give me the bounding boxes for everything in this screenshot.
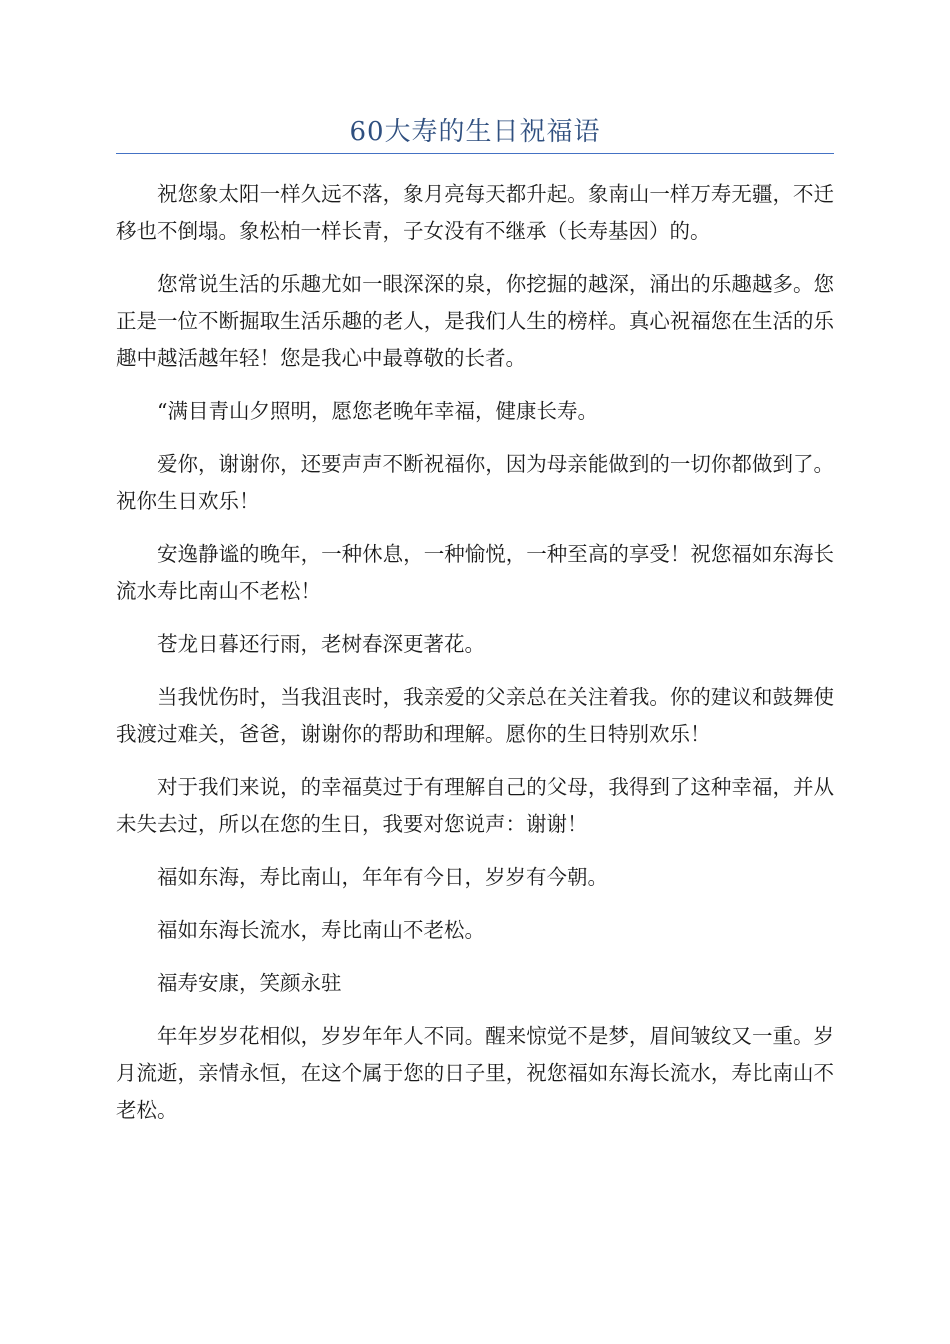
paragraph: 安逸静谧的晚年，一种休息，一种愉悦，一种至高的享受！祝您福如东海长流水寿比南山不老松！: [116, 542, 834, 603]
paragraph: 您常说生活的乐趣尤如一眼深深的泉，你挖掘的越深，涌出的乐趣越多。您正是一位不断掘取生活乐趣的老人，是我们人生的榜样。真心祝福您在生活的乐趣中越活越年轻！您是我心中最尊敬的长者。: [116, 272, 834, 370]
paragraph: 对于我们来说，的幸福莫过于有理解自己的父母，我得到了这种幸福，并从未失去过，所以在您的生日，我要对您说声：谢谢！: [116, 775, 834, 836]
document-body: [116, 176, 834, 1145]
paragraph: 年年岁岁花相似，岁岁年年人不同。醒来惊觉不是梦，眉间皱纹又一重。岁月流逝，亲情永恒，在这个属于您的日子里，祝您福如东海长流水，寿比南山不老松。: [116, 1024, 834, 1122]
paragraph: “满目青山夕照明，愿您老晚年幸福，健康长寿。: [157, 399, 598, 423]
title-underline: [116, 153, 834, 154]
paragraph: 爱你，谢谢你，还要声声不断祝福你，因为母亲能做到的一切你都做到了。祝你生日欢乐！: [116, 452, 834, 513]
document-title: 60大寿的生日祝福语: [349, 117, 601, 147]
paragraph: 福寿安康，笑颜永驻: [157, 971, 342, 995]
paragraph: 当我忧伤时，当我沮丧时，我亲爱的父亲总在关注着我。你的建议和鼓舞使我渡过难关，爸爸，谢谢你的帮助和理解。愿你的生日特别欢乐！: [116, 685, 834, 746]
paragraph: 福如东海，寿比南山，年年有今日，岁岁有今朝。: [157, 865, 608, 889]
paragraph: 祝您象太阳一样久远不落，象月亮每天都升起。象南山一样万寿无疆，不迁移也不倒塌。象松柏一样长青，子女没有不继承（长寿基因）的。: [116, 182, 834, 243]
paragraph: 苍龙日暮还行雨，老树春深更著花。: [157, 632, 485, 656]
paragraph: 福如东海长流水，寿比南山不老松。: [157, 918, 485, 942]
